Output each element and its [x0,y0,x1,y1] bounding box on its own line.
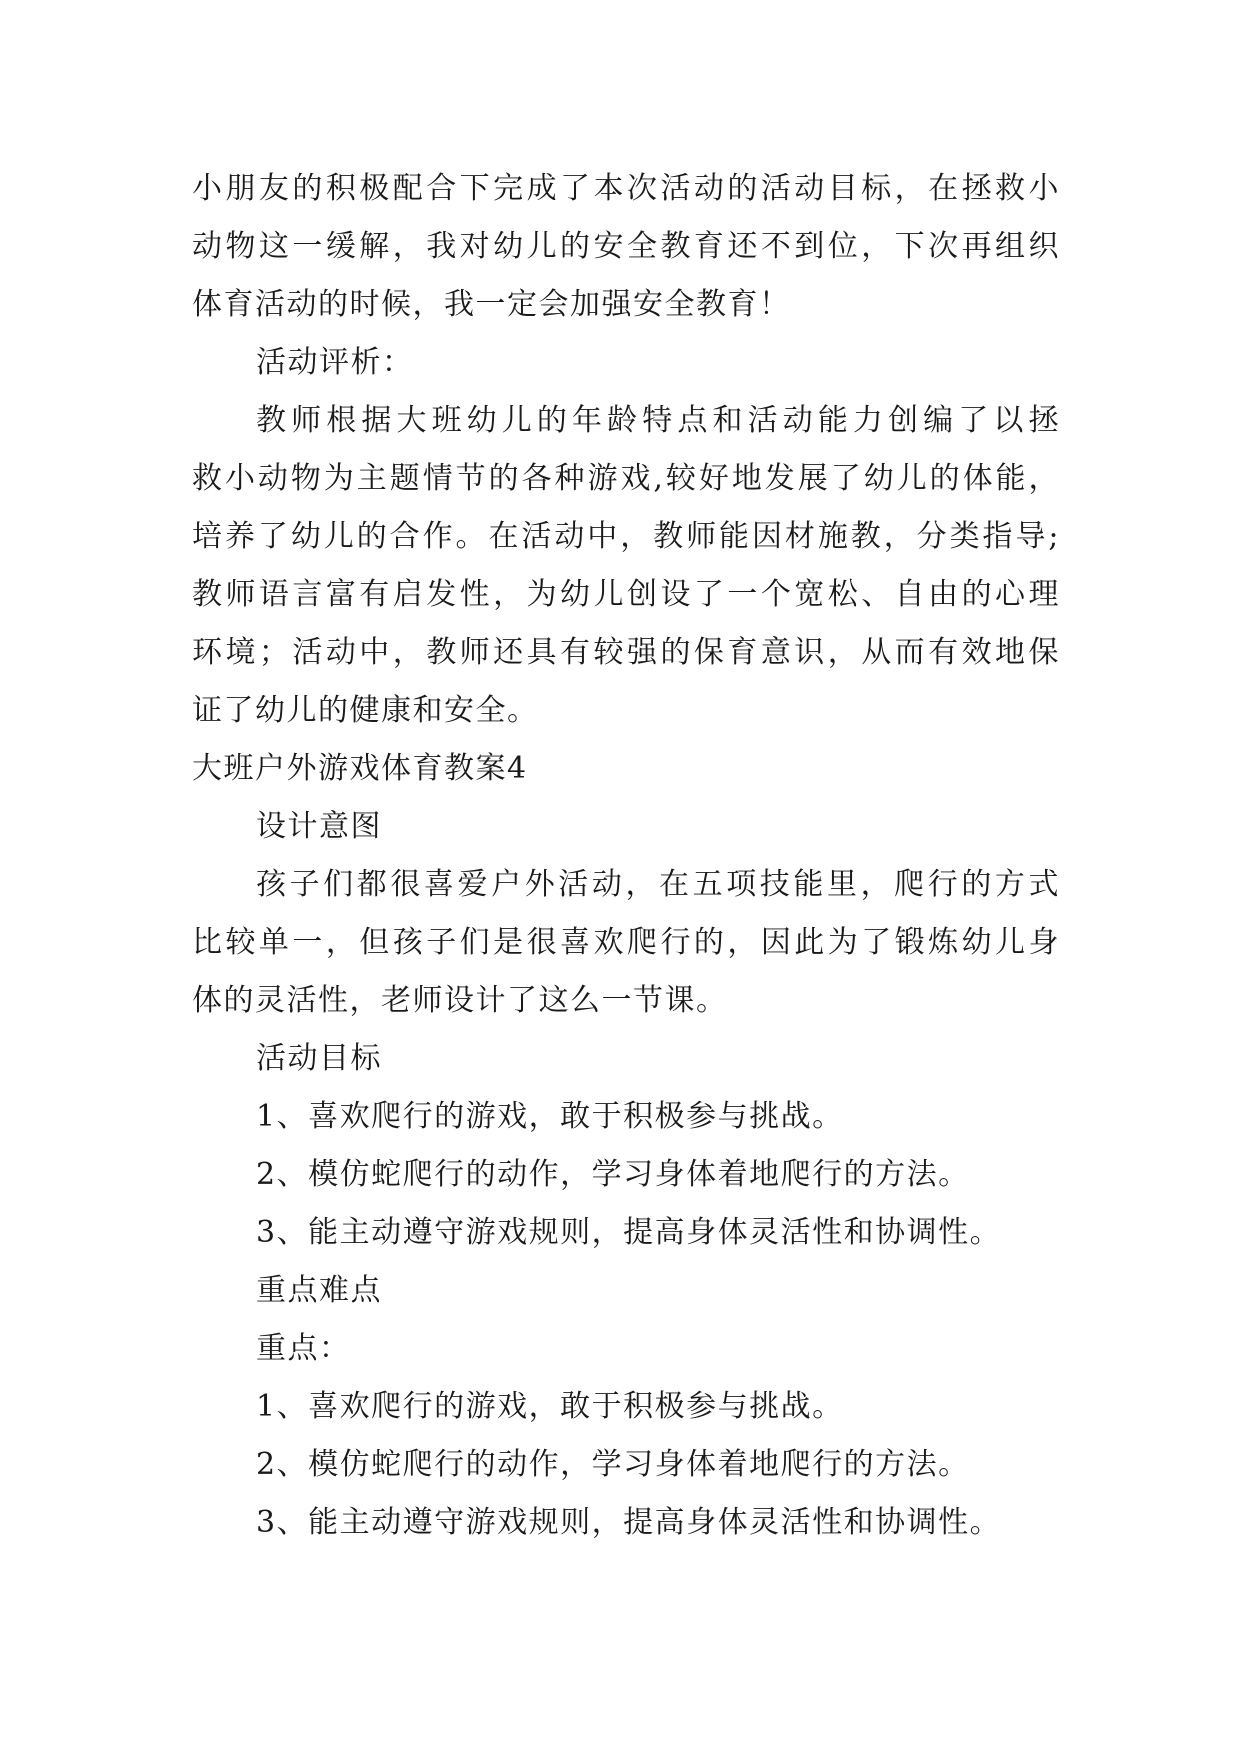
text-line: 设计意图 [256,809,382,844]
text-line: 3、能主动遵守游戏规则，提高身体灵活性和协调性。 [256,1505,1002,1540]
text-line: 2、模仿蛇爬行的动作，学习身体着地爬行的方法。 [256,1157,970,1192]
text-line: 教师语言富有启发性，为幼儿创设了一个宽松、自由的心理 [192,577,1060,612]
text-line: 动物这一缓解，我对幼儿的安全教育还不到位，下次再组织 [192,229,1060,264]
text-line: 活动评析： [256,345,414,380]
text-line: 体育活动的时候，我一定会加强安全教育！ [192,287,791,322]
text-line: 2、模仿蛇爬行的动作，学习身体着地爬行的方法。 [256,1447,970,1482]
text-line: 孩子们都很喜爱户外活动，在五项技能里，爬行的方式 [256,867,1060,902]
text-line: 大班户外游戏体育教案4 [192,751,528,786]
document-body [192,160,1060,1552]
text-line: 环境；活动中，教师还具有较强的保育意识，从而有效地保 [192,635,1060,670]
text-line: 活动目标 [256,1041,382,1076]
text-line: 比较单一，但孩子们是很喜欢爬行的，因此为了锻炼幼儿身 [192,925,1060,960]
text-line: 重点难点 [256,1273,382,1308]
text-line: 3、能主动遵守游戏规则，提高身体灵活性和协调性。 [256,1215,1002,1250]
text-line: 培养了幼儿的合作。在活动中，教师能因材施教，分类指导; [192,519,1060,554]
text-line: 1、喜欢爬行的游戏，敢于积极参与挑战。 [256,1099,844,1134]
text-line: 体的灵活性，老师设计了这么一节课。 [192,983,728,1018]
text-line: 小朋友的积极配合下完成了本次活动的活动目标，在拯救小 [192,171,1060,206]
text-line: 证了幼儿的健康和安全。 [192,693,539,728]
text-line: 重点： [256,1331,351,1366]
text-line: 1、喜欢爬行的游戏，敢于积极参与挑战。 [256,1389,844,1424]
text-line: 救小动物为主题情节的各种游戏,较好地发展了幼儿的体能， [192,461,1060,496]
text-line: 教师根据大班幼儿的年龄特点和活动能力创编了以拯 [256,403,1060,438]
